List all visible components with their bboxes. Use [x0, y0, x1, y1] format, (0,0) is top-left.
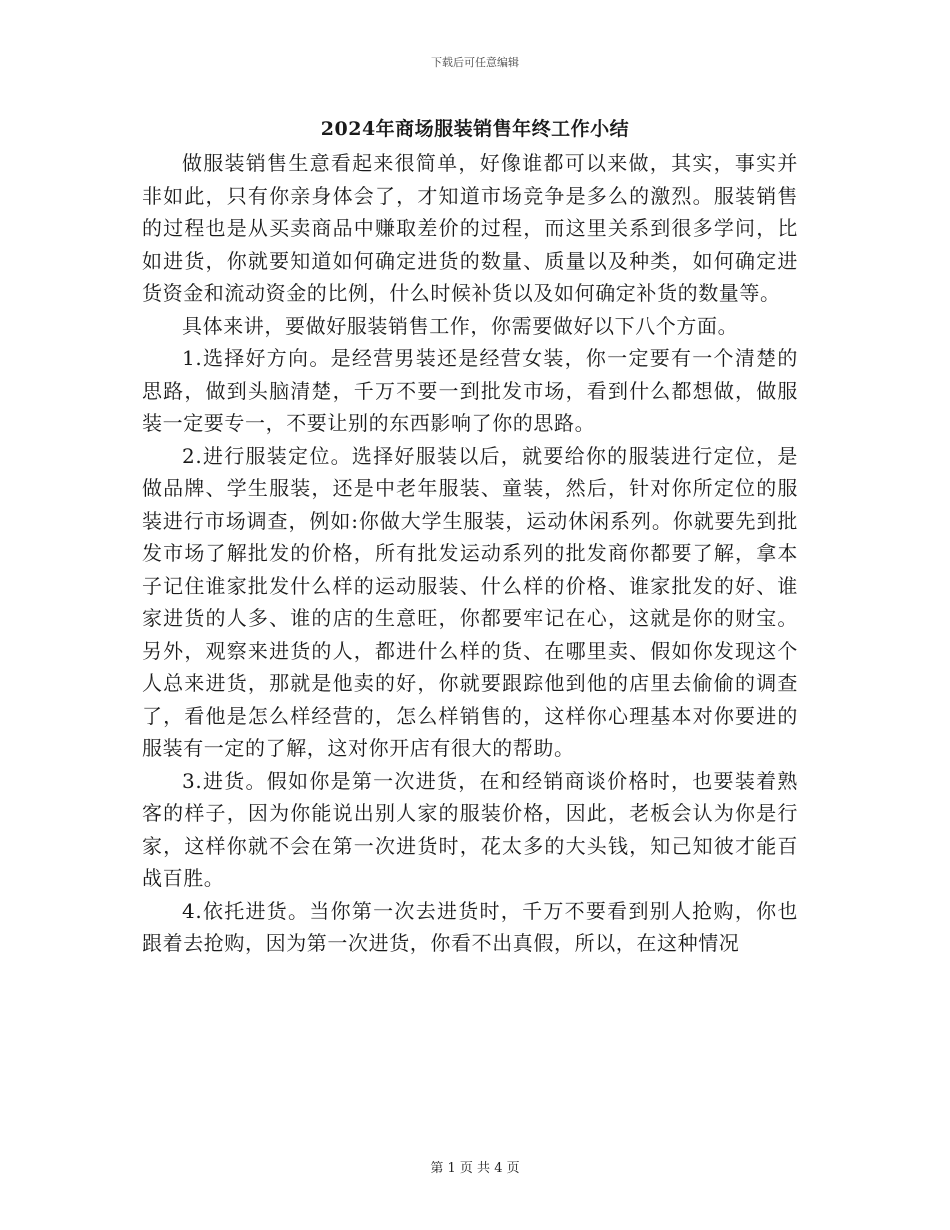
paragraph-point-4: 4.依托进货。当你第一次去进货时，千万不要看到别人抢购，你也跟着去抢购，因为第一次进货，你看不出真假，所以，在这种情况 — [142, 898, 798, 955]
paragraph-overview: 具体来讲，要做好服装销售工作，你需要做好以下八个方面。 — [182, 313, 739, 338]
paragraph-point-1: 1.选择好方向。是经营男装还是经营女装，你一定要有一个清楚的思路，做到头脑清楚，千万不要一到批发市场，看到什么都想做，做服装一定要专一，不要让别的东西影响了你的思路。 — [142, 346, 798, 435]
page-header-note: 下载后可任意编辑 — [431, 56, 519, 69]
page-number: 第 1 页 共 4 页 — [430, 1161, 520, 1176]
document-title: 2024年商场服装销售年终工作小结 — [320, 118, 630, 140]
paragraph-point-3: 3.进货。假如你是第一次进货，在和经销商谈价格时，也要装着熟客的样子，因为你能说出别人家的服装价格，因此，老板会认为你是行家，这样你就不会在第一次进货时，花太多的大头钱，知己知彼才能百战百胜。 — [142, 768, 798, 890]
paragraph-point-2: 2.进行服装定位。选择好服装以后，就要给你的服装进行定位，是做品牌、学生服装，还是中老年服装、童装，然后，针对你所定位的服装进行市场调查，例如:你做大学生服装，运动休闲系列。你就要先到批发市场了解批发的价格，所有批发运动系列的批发商你都要了解，拿本子记住谁家批发什么样的运动服装、什么样的价格、谁家批发的好、谁家进货的人多、谁的店的生意旺，你都要牢记在心，这就是你的财宝。另外，观察来进货的人，都进什么样的货、在哪里卖、假如你发现这个人总来进货，那就是他卖的好，你就要跟踪他到他的店里去偷偷的调查了，看他是怎么样经营的，怎么样销售的，这样你心理基本对你要进的服装有一定的了解，这对你开店有很大的帮助。 — [142, 443, 798, 760]
paragraph-intro: 做服装销售生意看起来很简单，好像谁都可以来做，其实，事实并非如此，只有你亲身体会了，才知道市场竞争是多么的激烈。服装销售的过程也是从买卖商品中赚取差价的过程，而这里关系到很多学问，比如进货，你就要知道如何确定进货的数量、质量以及种类，如何确定进货资金和流动资金的比例，什么时候补货以及如何确定补货的数量等。 — [142, 151, 798, 305]
document-body — [142, 147, 798, 960]
